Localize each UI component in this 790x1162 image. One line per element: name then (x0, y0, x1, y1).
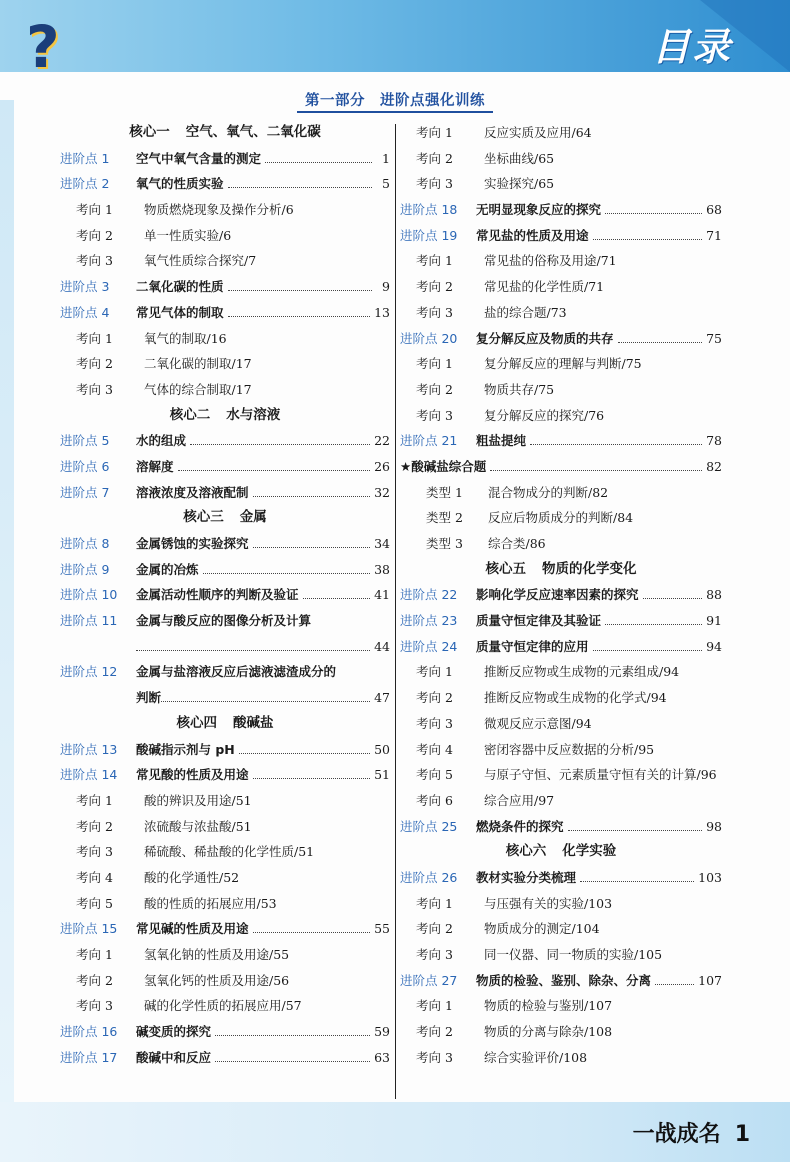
entry-page: 91 (706, 613, 722, 629)
toc-entry-exam-direction[interactable] (60, 248, 390, 274)
dot-leader (228, 187, 372, 188)
entry-title: 坐标曲线/65 (484, 150, 555, 166)
dot-leader (490, 470, 702, 471)
entry-label: 考向 5 (416, 767, 453, 783)
dot-leader (593, 650, 703, 651)
dot-leader (618, 342, 703, 343)
toc-entry-exam-direction[interactable] (60, 891, 390, 917)
entry-title: 气体的综合制取/17 (144, 381, 252, 397)
entry-page: 68 (706, 202, 722, 218)
section-title: 酸碱盐 (233, 714, 274, 731)
toc-entry-advanced-point[interactable] (60, 737, 390, 763)
toc-entry-exam-direction[interactable] (60, 223, 390, 249)
entry-title: 酸的化学通性/52 (144, 869, 240, 885)
entry-label: 考向 2 (76, 818, 113, 834)
toc-entry-exam-direction[interactable] (400, 788, 722, 814)
page-number: 1 (734, 1122, 750, 1147)
entry-title: 二氧化碳的制取/17 (144, 356, 252, 372)
entry-title: 判断 (136, 690, 162, 706)
entry-title: 常见酸的性质及用途 (136, 767, 249, 783)
entry-title: 实验探究/65 (484, 176, 555, 192)
dot-leader (253, 778, 371, 779)
toc-entry-type[interactable] (400, 480, 722, 506)
entry-title: 酸的性质的拓展应用/53 (144, 895, 277, 911)
entry-title: ★酸碱盐综合题 (400, 458, 487, 474)
dot-leader (215, 1061, 370, 1062)
toc-entry-advanced-point[interactable] (400, 814, 722, 840)
toc-entry-exam-direction[interactable] (400, 146, 722, 172)
entry-page: 38 (374, 561, 390, 577)
section-heading (400, 557, 722, 583)
toc-entry-exam-direction[interactable] (400, 711, 722, 737)
entry-page: 59 (374, 1024, 390, 1040)
toc-entry-advanced-point[interactable] (60, 608, 390, 634)
dot-leader (190, 444, 370, 445)
toc-entry-exam-direction[interactable] (400, 300, 722, 326)
toc-entry-exam-direction[interactable] (60, 788, 390, 814)
entry-page: 47 (374, 690, 390, 706)
entry-label: 考向 1 (76, 947, 113, 962)
entry-label: 考向 3 (416, 176, 453, 192)
entry-label: 进阶点 10 (60, 587, 118, 603)
toc-entry-exam-direction[interactable] (60, 865, 390, 891)
section-number: 核心三 (183, 509, 224, 526)
entry-title: 二氧化碳的性质 (136, 279, 224, 295)
entry-page: 51 (374, 767, 390, 783)
entry-label: 考向 4 (416, 741, 453, 757)
toc-entry-advanced-point[interactable] (400, 197, 722, 223)
entry-label: 考向 1 (76, 792, 113, 808)
entry-title: 浓硫酸与浓盐酸/51 (144, 818, 252, 834)
entry-page: 71 (706, 227, 722, 243)
dot-leader (265, 162, 372, 163)
entry-title: 无明显现象反应的探究 (476, 202, 602, 218)
entry-title: 溶解度 (136, 458, 174, 474)
entry-label: 进阶点 16 (60, 1024, 118, 1040)
toc-left-column (60, 120, 390, 1070)
entry-page: 94 (706, 638, 722, 654)
toc-entry-exam-direction[interactable] (400, 993, 722, 1019)
section-number: 核心五 (485, 560, 526, 577)
entry-page: 44 (374, 638, 390, 654)
toc-entry-advanced-point[interactable] (400, 326, 722, 352)
toc-entry-exam-direction[interactable] (400, 351, 722, 377)
entry-label: 进阶点 11 (60, 613, 118, 629)
entry-label: 考向 1 (416, 125, 453, 140)
toc-entry-exam-direction[interactable] (60, 968, 390, 994)
entry-page: 13 (374, 304, 390, 320)
entry-page: 63 (374, 1049, 390, 1065)
section-heading (60, 120, 390, 146)
toc-entry-exam-direction[interactable] (400, 942, 722, 968)
entry-label: 考向 2 (76, 356, 113, 372)
entry-label: 考向 1 (416, 895, 453, 911)
entry-label: 考向 1 (76, 330, 113, 346)
toc-entry-exam-direction[interactable] (60, 814, 390, 840)
entry-title: 盐的综合题/73 (484, 304, 567, 320)
toc-title: 目录 (651, 25, 732, 69)
toc-entry-advanced-point[interactable] (60, 916, 390, 942)
dot-leader (530, 444, 702, 445)
entry-label: 考向 1 (76, 202, 113, 218)
toc-entry-advanced-point[interactable] (60, 146, 390, 172)
entry-label: 考向 3 (76, 253, 113, 269)
toc-entry-continuation (60, 685, 390, 711)
entry-title: 常见气体的制取 (136, 304, 224, 320)
toc-entry-advanced-point[interactable] (60, 531, 390, 557)
entry-title: 教材实验分类梳理 (476, 869, 577, 885)
toc-entry-advanced-point[interactable] (400, 582, 722, 608)
entry-label: 考向 2 (416, 381, 453, 397)
footer-brand (633, 1117, 750, 1148)
section-number: 核心四 (176, 714, 217, 731)
entry-label: 考向 3 (76, 381, 113, 397)
dot-leader (178, 470, 371, 471)
entry-label: 考向 2 (416, 279, 453, 295)
entry-title: 氧气的性质实验 (136, 176, 224, 192)
entry-page: 82 (706, 458, 722, 474)
entry-label: 进阶点 19 (400, 227, 458, 243)
toc-entry-advanced-point[interactable] (400, 865, 722, 891)
entry-title: 物质的检验、鉴别、除杂、分离 (476, 972, 652, 988)
dot-leader (253, 496, 371, 497)
toc-entry-exam-direction[interactable] (400, 659, 722, 685)
entry-title: 综合应用/97 (484, 792, 555, 808)
entry-title: 金属与盐溶液反应后滤液滤渣成分的 (136, 664, 337, 680)
toc-entry-advanced-point[interactable] (60, 1019, 390, 1045)
entry-title: 物质的检验与鉴别/107 (484, 998, 613, 1014)
entry-label: 考向 1 (416, 356, 453, 372)
entry-title: 物质燃烧现象及操作分析/6 (144, 202, 294, 218)
toc-entry-exam-direction[interactable] (400, 737, 722, 763)
entry-page: 55 (374, 921, 390, 937)
entry-label: 进阶点 26 (400, 869, 458, 885)
dot-leader (203, 573, 371, 574)
entry-label: 进阶点 9 (60, 561, 110, 577)
entry-label: 考向 3 (416, 1049, 453, 1065)
entry-label: 考向 2 (416, 150, 453, 166)
toc-entry-advanced-point[interactable] (60, 557, 390, 583)
toc-entry-exam-direction[interactable] (60, 942, 390, 968)
entry-page: 1 (382, 150, 390, 166)
entry-label: 考向 5 (76, 895, 113, 911)
section-title: 金属 (239, 509, 267, 526)
dot-leader (580, 881, 694, 882)
entry-label: 考向 3 (416, 715, 453, 731)
dot-leader (253, 932, 371, 933)
entry-label: 考向 1 (416, 664, 453, 680)
entry-label: 考向 1 (416, 998, 453, 1014)
entry-page: 32 (374, 484, 390, 500)
entry-page: 9 (382, 279, 390, 295)
entry-label: 进阶点 1 (60, 150, 110, 166)
section-heading (400, 839, 722, 865)
entry-title: 金属锈蚀的实验探究 (136, 536, 249, 551)
dot-leader (605, 213, 702, 214)
toc-entry-exam-direction[interactable] (400, 1045, 722, 1071)
dot-leader (643, 598, 703, 599)
entry-label: 进阶点 7 (60, 484, 110, 500)
entry-title: 氧气性质综合探究/7 (144, 253, 257, 269)
entry-page: 107 (698, 972, 722, 988)
dot-leader (655, 984, 694, 985)
dot-leader (136, 650, 370, 651)
left-decoration (0, 100, 14, 1130)
toc-entry-advanced-point[interactable] (60, 480, 390, 506)
entry-label: 进阶点 6 (60, 458, 110, 474)
dot-leader (228, 290, 372, 291)
entry-label: 考向 2 (416, 690, 453, 706)
section-number: 核心一 (129, 124, 170, 140)
entry-label: 进阶点 2 (60, 176, 110, 192)
toc-entry-exam-direction[interactable] (400, 248, 722, 274)
entry-title: 酸碱中和反应 (136, 1049, 212, 1065)
entry-title: 空气中氧气含量的测定 (136, 150, 262, 166)
toc-entry-advanced-point[interactable] (60, 762, 390, 788)
entry-title: 常见碱的性质及用途 (136, 921, 249, 937)
toc-entry-exam-direction[interactable] (400, 120, 722, 146)
entry-title: 粗盐提纯 (476, 433, 527, 449)
section-number: 核心二 (169, 406, 211, 423)
entry-label: 进阶点 22 (400, 587, 458, 603)
toc-entry-advanced-point[interactable] (400, 968, 722, 994)
toc-entry-advanced-point[interactable] (60, 274, 390, 300)
entry-title: 复分解反应及物质的共存 (476, 330, 614, 346)
entry-label: 进阶点 25 (400, 818, 458, 834)
entry-title: 质量守恒定律及其验证 (476, 613, 602, 629)
part-title: 第一部分 进阶点强化训练 (297, 88, 493, 113)
entry-label: 考向 3 (416, 407, 453, 423)
dot-leader (568, 830, 703, 831)
entry-page: 26 (374, 458, 390, 474)
toc-entry-type[interactable] (400, 505, 722, 531)
toc-entry-exam-direction[interactable] (400, 916, 722, 942)
section-title: 水与溶液 (226, 406, 281, 423)
entry-title: 物质共存/75 (484, 381, 555, 397)
entry-title: 酸碱指示剂与 pH (136, 741, 235, 757)
entry-title: 溶液浓度及溶液配制 (136, 484, 249, 500)
entry-title: 燃烧条件的探究 (476, 818, 564, 834)
entry-title: 氧气的制取/16 (144, 330, 227, 346)
section-heading (60, 403, 390, 429)
entry-page: 41 (374, 587, 390, 603)
entry-title: 氢氧化钙的性质及用途/56 (144, 972, 290, 988)
toc-entry-exam-direction[interactable] (60, 839, 390, 865)
toc-entry-advanced-point[interactable] (60, 300, 390, 326)
entry-label: 进阶点 15 (60, 921, 118, 937)
entry-label: 进阶点 21 (400, 433, 458, 449)
entry-label: 进阶点 8 (60, 536, 110, 551)
entry-label: 考向 2 (416, 1024, 453, 1040)
entry-label: 进阶点 14 (60, 767, 118, 783)
dot-leader (161, 701, 370, 702)
dot-leader (605, 624, 702, 625)
part-header (0, 88, 790, 113)
entry-title: 碱的化学性质的拓展应用/57 (144, 998, 302, 1014)
entry-title: 与压强有关的实验/103 (484, 895, 613, 911)
entry-title: 酸的辨识及用途/51 (144, 792, 252, 808)
toc-entry-exam-direction[interactable] (400, 171, 722, 197)
toc-entry-exam-direction[interactable] (400, 1019, 722, 1045)
entry-label: 类型 1 (426, 484, 463, 500)
entry-title: 金属与酸反应的图像分析及计算 (136, 613, 312, 629)
entry-title: 金属的冶炼 (136, 561, 199, 577)
entry-title: 反应后物质成分的判断/84 (488, 510, 634, 526)
entry-title: 常见盐的化学性质/71 (484, 279, 605, 295)
entry-label: 进阶点 20 (400, 330, 458, 346)
entry-title: 物质的分离与除杂/108 (484, 1024, 613, 1040)
column-divider (395, 124, 396, 1099)
entry-title: 反应实质及应用/64 (484, 125, 592, 140)
entry-title: 金属活动性顺序的判断及验证 (136, 587, 299, 603)
entry-title: 复分解反应的探究/76 (484, 407, 605, 423)
toc-entry-advanced-point[interactable] (60, 454, 390, 480)
entry-page: 50 (374, 741, 390, 757)
section-title: 物质的化学变化 (542, 560, 637, 577)
toc-entry-advanced-point[interactable] (400, 428, 722, 454)
entry-page: 5 (382, 176, 390, 192)
entry-title: 推断反应物或生成物的化学式/94 (484, 690, 667, 706)
toc-entry-advanced-point[interactable] (60, 659, 390, 685)
entry-label: 类型 3 (426, 536, 463, 551)
entry-title: 微观反应示意图/94 (484, 715, 592, 731)
entry-page: 22 (374, 433, 390, 449)
brand-name: 一战成名 (632, 1122, 721, 1147)
question-mark-logo: ? (26, 13, 60, 81)
entry-label: 进阶点 27 (400, 972, 458, 988)
toc-entry-advanced-point[interactable] (400, 608, 722, 634)
entry-title: 碱变质的探究 (136, 1024, 212, 1040)
entry-label: 进阶点 13 (60, 741, 118, 757)
dot-leader (228, 316, 371, 317)
dot-leader (593, 239, 703, 240)
entry-title: 水的组成 (136, 433, 187, 449)
entry-title: 氢氧化钠的性质及用途/55 (144, 947, 290, 962)
entry-label: 考向 2 (76, 972, 113, 988)
entry-title: 常见盐的性质及用途 (476, 227, 589, 243)
dot-leader (215, 1035, 370, 1036)
toc-entry-exam-direction[interactable] (60, 351, 390, 377)
toc-entry-exam-direction[interactable] (400, 403, 722, 429)
dot-leader (239, 753, 370, 754)
entry-label: 进阶点 4 (60, 304, 110, 320)
entry-page: 78 (706, 433, 722, 449)
entry-title: 影响化学反应速率因素的探究 (476, 587, 639, 603)
section-title: 空气、氧气、二氧化碳 (185, 124, 321, 140)
entry-page: 98 (706, 818, 722, 834)
entry-title: 密闭容器中反应数据的分析/95 (484, 741, 655, 757)
toc-entry-advanced-point[interactable] (60, 1045, 390, 1071)
toc-entry-exam-direction[interactable] (60, 377, 390, 403)
toc-entry-exam-direction[interactable] (400, 685, 722, 711)
toc-entry-advanced-point[interactable] (60, 171, 390, 197)
entry-title: 与原子守恒、元素质量守恒有关的计算/96 (484, 767, 717, 783)
entry-label: 考向 1 (416, 253, 453, 269)
entry-label: 考向 6 (416, 792, 453, 808)
entry-title: 同一仪器、同一物质的实验/105 (484, 947, 663, 962)
entry-title: 稀硫酸、稀盐酸的化学性质/51 (144, 844, 315, 860)
toc-entry-exam-direction[interactable] (60, 197, 390, 223)
toc-right-column (400, 120, 722, 1070)
toc-entry-exam-direction[interactable] (400, 891, 722, 917)
entry-page: 34 (374, 536, 390, 551)
entry-label: 考向 2 (76, 227, 113, 243)
toc-entry-exam-direction[interactable] (400, 274, 722, 300)
entry-label: 考向 2 (416, 921, 453, 937)
toc-entry-advanced-point[interactable] (60, 582, 390, 608)
entry-label: 进阶点 3 (60, 279, 110, 295)
toc-entry-exam-direction[interactable] (400, 377, 722, 403)
toc-entry-type[interactable] (400, 531, 722, 557)
entry-label: 进阶点 17 (60, 1049, 118, 1065)
toc-entry-special[interactable] (400, 454, 722, 480)
entry-title: 综合类/86 (488, 536, 546, 551)
entry-label: 类型 2 (426, 510, 463, 526)
entry-label: 考向 4 (76, 869, 113, 885)
entry-title: 综合实验评价/108 (484, 1049, 588, 1065)
section-heading (60, 711, 390, 737)
entry-title: 物质成分的测定/104 (484, 921, 600, 937)
entry-title: 复分解反应的理解与判断/75 (484, 356, 642, 372)
entry-label: 进阶点 5 (60, 433, 110, 449)
entry-title: 混合物成分的判断/82 (488, 484, 609, 500)
section-title: 化学实验 (562, 843, 617, 860)
entry-label: 考向 3 (416, 304, 453, 320)
toc-entry-exam-direction[interactable] (60, 326, 390, 352)
entry-page: 75 (706, 330, 722, 346)
entry-label: 进阶点 12 (60, 664, 118, 680)
entry-page: 88 (706, 587, 722, 603)
section-heading (60, 505, 390, 531)
entry-page: 103 (698, 869, 722, 885)
entry-label: 进阶点 23 (400, 613, 458, 629)
dot-leader (253, 547, 371, 548)
entry-title: 推断反应物或生成物的元素组成/94 (484, 664, 680, 680)
section-number: 核心六 (505, 843, 547, 860)
entry-label: 考向 3 (416, 947, 453, 962)
toc-entry-advanced-point[interactable] (400, 223, 722, 249)
toc-entry-exam-direction[interactable] (60, 993, 390, 1019)
entry-title: 单一性质实验/6 (144, 227, 232, 243)
entry-title: 常见盐的俗称及用途/71 (484, 253, 617, 269)
entry-label: 考向 3 (76, 844, 113, 860)
entry-title: 质量守恒定律的应用 (476, 638, 589, 654)
toc-entry-continuation (60, 634, 390, 660)
toc-entry-advanced-point[interactable] (400, 634, 722, 660)
entry-label: 进阶点 24 (400, 638, 458, 654)
toc-entry-exam-direction[interactable] (400, 762, 722, 788)
toc-entry-advanced-point[interactable] (60, 428, 390, 454)
entry-label: 考向 3 (76, 998, 113, 1014)
dot-leader (303, 598, 371, 599)
entry-label: 进阶点 18 (400, 202, 458, 218)
